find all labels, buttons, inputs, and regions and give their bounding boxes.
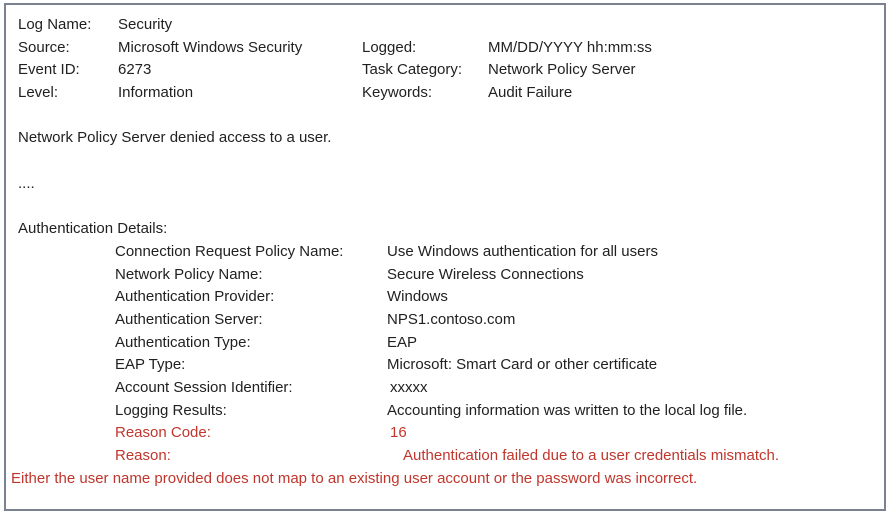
truncation-ellipsis: ....: [18, 174, 35, 192]
field-value: EAP: [387, 333, 418, 351]
field-value: Information: [118, 84, 194, 102]
field-label: Level:: [18, 84, 59, 102]
event-detail-content: [6, 5, 884, 509]
detail-row-reason: [18, 445, 878, 468]
field-value: Windows: [387, 288, 448, 306]
field-label: Event ID:: [18, 61, 80, 79]
detail-row-connection-request-policy: [18, 241, 878, 264]
field-value: Microsoft Windows Security: [118, 38, 303, 56]
header-row-event-id: [18, 59, 878, 82]
detail-row-authentication-server: [18, 309, 878, 332]
detail-row-account-session-identifier: [18, 377, 878, 400]
field-value: Secure Wireless Connections: [387, 265, 584, 283]
field-value: 6273: [118, 61, 152, 79]
field-label: Source:: [18, 38, 70, 56]
field-value: MM/DD/YYYY hh:mm:ss: [488, 38, 652, 56]
detail-row-eap-type: [18, 354, 878, 377]
field-label: Authentication Server:: [115, 310, 263, 328]
detail-row-authentication-type: [18, 332, 878, 355]
detail-row-network-policy-name: [18, 264, 878, 287]
field-label: EAP Type:: [115, 356, 186, 374]
field-value: xxxxx: [390, 379, 428, 396]
field-value: Accounting information was written to the local log file.: [387, 401, 748, 419]
header-row-level: [18, 82, 878, 105]
field-label: Logging Results:: [115, 401, 227, 419]
blank-line: [18, 196, 878, 219]
field-value: Microsoft: Smart Card or other certificate: [387, 356, 658, 374]
detail-row-authentication-provider: [18, 286, 878, 309]
header-row-source: [18, 37, 878, 60]
field-value: Authentication failed due to a user credentials mismatch.: [403, 447, 780, 465]
field-label: Authentication Provider:: [115, 288, 275, 306]
field-value: Network Policy Server: [488, 61, 636, 79]
reason-explanation-text: Either the user name provided does not map to an existing user account or the password was incorrect.: [11, 469, 698, 487]
field-label: Reason:: [115, 447, 171, 465]
field-label: Logged:: [362, 38, 417, 56]
event-description: Network Policy Server denied access to a user.: [18, 129, 332, 147]
field-label: Connection Request Policy Name:: [115, 242, 344, 260]
header-row-log-name: [18, 14, 878, 37]
field-label: Account Session Identifier:: [115, 379, 293, 396]
detail-row-reason-code: [18, 422, 878, 445]
field-label: Log Name:: [18, 16, 92, 33]
field-value: NPS1.contoso.com: [387, 310, 516, 328]
detail-row-logging-results: [18, 400, 878, 423]
field-label: Keywords:: [362, 84, 433, 102]
event-detail-panel: [4, 3, 886, 511]
field-label: Authentication Type:: [115, 333, 251, 351]
field-label: Network Policy Name:: [115, 265, 263, 283]
field-label: Reason Code:: [115, 424, 211, 442]
field-value: Use Windows authentication for all users: [387, 242, 658, 260]
field-value: Security: [118, 16, 173, 33]
field-value: 16: [390, 424, 407, 442]
section-title: Authentication Details:: [18, 220, 168, 238]
blank-line: [18, 105, 878, 128]
field-label: Task Category:: [362, 61, 463, 79]
field-value: Audit Failure: [488, 84, 573, 102]
blank-line: [18, 150, 878, 173]
